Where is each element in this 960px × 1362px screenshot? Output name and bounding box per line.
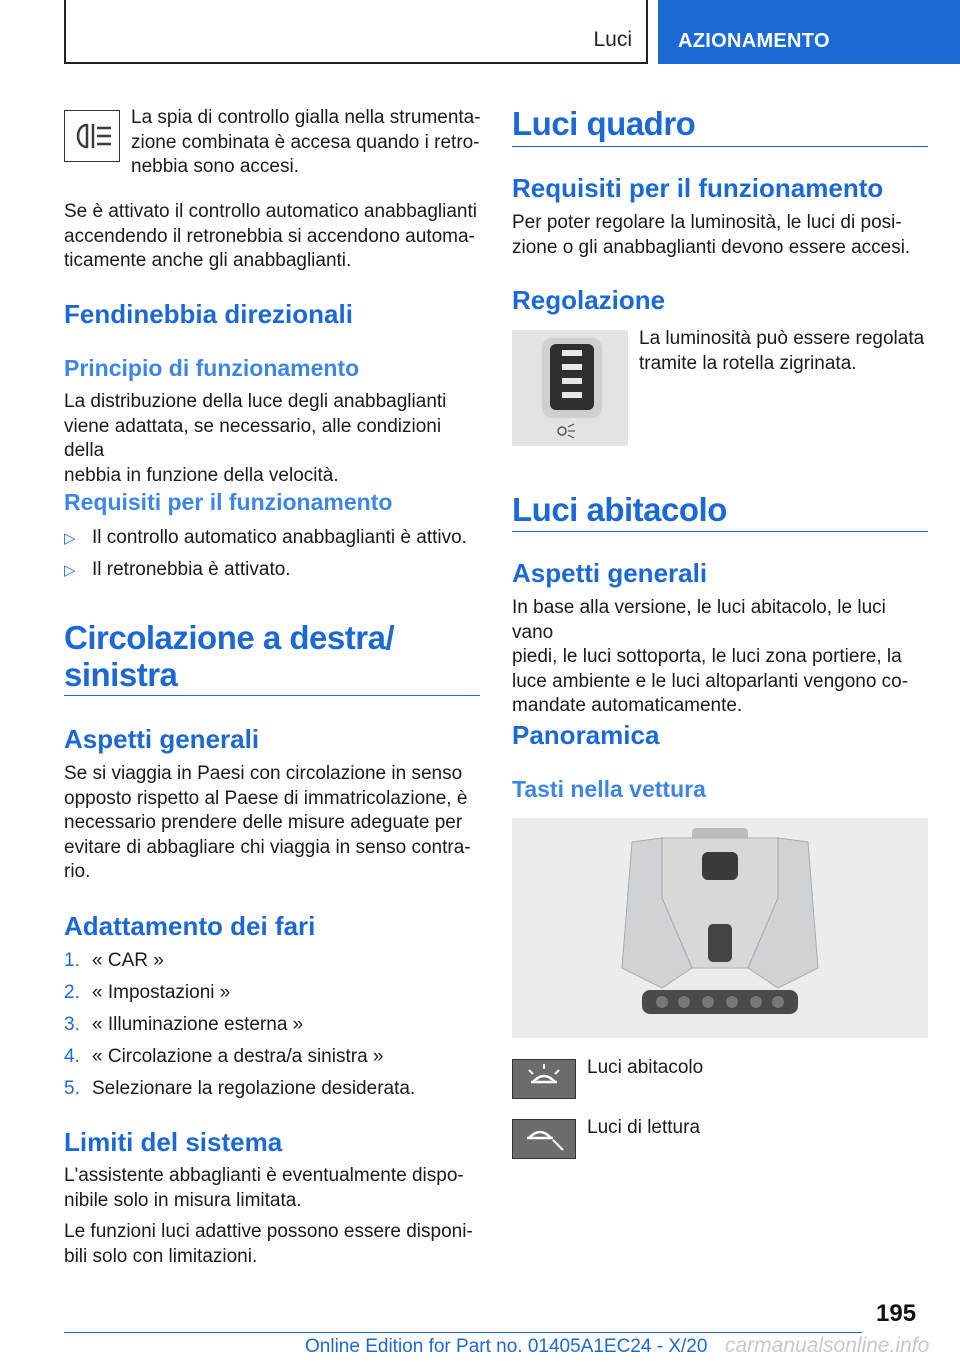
limiti-text-2: Le funzioni luci adattive possono essere disponi- bili solo con limitazioni. <box>64 1221 473 1267</box>
section-rule <box>64 695 480 696</box>
section-rule <box>512 146 928 147</box>
page-number: 195 <box>876 1300 917 1327</box>
step-item: 3. « Illuminazione esterna » <box>64 1014 304 1035</box>
header-section-tab <box>64 0 648 64</box>
luci-abitacolo-heading: Luci abitacolo <box>512 491 727 528</box>
step-item: 1. « CAR » <box>64 950 164 971</box>
requisiti-heading-left: Requisiti per il funzionamento <box>64 489 393 515</box>
edition-text: Online Edition for Part no. 01405A1EC24 - X/20 <box>305 1336 708 1357</box>
fendinebbia-heading: Fendinebbia direzionali <box>64 299 353 329</box>
reading-light-icon <box>512 1119 576 1159</box>
requisiti-heading-right: Requisiti per il funzionamento <box>512 173 884 203</box>
panoramica-heading: Panoramica <box>512 720 660 750</box>
step-item: 5. Selezionare la regolazione desiderata. <box>64 1078 416 1099</box>
circolazione-heading: Circolazione a destra/ sinistra <box>64 619 395 693</box>
aspetti-text-right: In base alla versione, le luci abitacolo, le luci vano piedi, le luci sottoporta, le luci zona portiere, la luce ambiente e le luci altoparlanti vengono co- mandate automaticamente. <box>512 597 909 716</box>
fog-auto-text: Se è attivato il controllo automatico anabbaglianti accendendo il retronebbia si accendono automa- ticamente anche gli anabbaglianti. <box>64 201 477 271</box>
interior-light-icon <box>512 1059 576 1099</box>
section-rule <box>512 531 928 532</box>
aspetti-text-left: Se si viaggia in Paesi con circolazione in senso opposto rispetto al Paese di immatricolazione, è necessario prendere delle misure adeguate per evitare di abbagliare chi viaggia in senso contra- rio. <box>64 763 471 882</box>
luci-quadro-heading: Luci quadro <box>512 105 696 142</box>
aspetti-heading-left: Aspetti generali <box>64 724 260 754</box>
adattamento-heading: Adattamento dei fari <box>64 911 316 941</box>
aspetti-heading-right: Aspetti generali <box>512 558 708 588</box>
limiti-heading: Limiti del sistema <box>64 1127 283 1157</box>
overhead-console-image <box>512 818 928 1038</box>
principio-text: La distribuzione della luce degli anabbaglianti viene adattata, se necessario, alle condizioni della nebbia in funzione della velocità. <box>64 391 447 486</box>
dimmer-wheel-image <box>512 330 628 446</box>
tasti-heading: Tasti nella vettura <box>512 776 706 802</box>
requisiti-item-1: ▷ Il controllo automatico anabbaglianti è attivo. <box>64 526 484 552</box>
bullet-marker: ▷ <box>64 530 76 547</box>
principio-heading: Principio di funzionamento <box>64 355 360 381</box>
regolazione-text: La luminosità può essere regolata tramite la rotella zigrinata. <box>639 328 925 374</box>
regolazione-heading: Regolazione <box>512 285 666 315</box>
adattamento-steps <box>64 949 484 1109</box>
fog-indicator-text: La spia di controllo gialla nella strumenta- zione combinata è accesa quando i retro- nebbia sono accesi. <box>131 107 481 177</box>
footer-rule <box>64 1332 862 1333</box>
step-item: 2. « Impostazioni » <box>64 982 231 1003</box>
watermark-text: carmanualsonline.info <box>725 1334 930 1357</box>
step-item: 4. « Circolazione a destra/a sinistra » <box>64 1046 384 1067</box>
header-chapter-tab <box>658 0 960 64</box>
bullet-marker: ▷ <box>64 562 76 579</box>
requisiti-item-2: ▷ Il retronebbia è attivato. <box>64 558 484 584</box>
limiti-text-1: L'assistente abbaglianti è eventualmente dispo- nibile solo in misura limitata. <box>64 1165 464 1211</box>
requisiti-text-right: Per poter regolare la luminosità, le luci di posi- zione o gli anabbaglianti devono essere accesi. <box>512 212 911 258</box>
header-chapter-title: AZIONAMENTO <box>678 30 830 52</box>
reading-light-label: Luci di lettura <box>587 1117 701 1138</box>
interior-light-label: Luci abitacolo <box>587 1057 704 1078</box>
fog-lamp-indicator-icon <box>64 110 120 162</box>
header-section-title: Luci <box>593 28 632 51</box>
